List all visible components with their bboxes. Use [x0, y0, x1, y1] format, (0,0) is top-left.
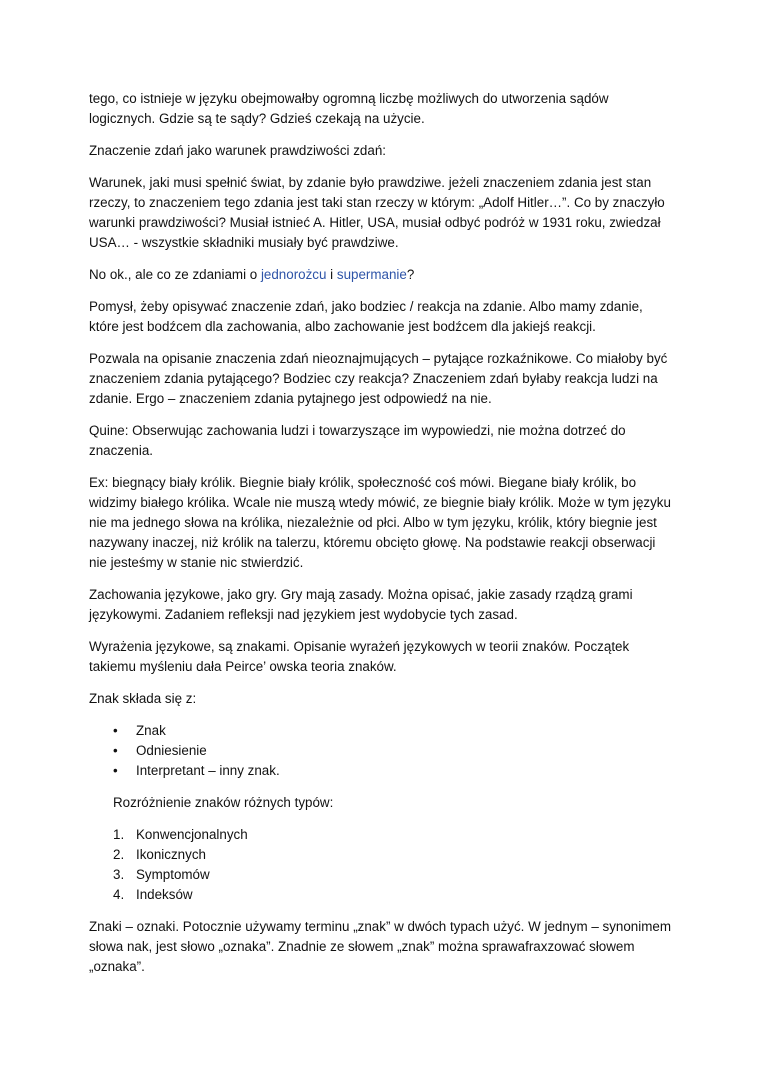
paragraph: Zachowania językowe, jako gry. Gry mają zasady. Można opisać, jakie zasady rządzą grami językowymi. Zadaniem refleksji nad językiem jest wydobycie tych zasad. [89, 587, 633, 622]
list-item-text: Symptomów [136, 867, 210, 882]
paragraph: tego, co istnieje w języku obejmowałby ogromną liczbę możliwych do utworzenia sądów logicznych. Gdzie są te sądy? Gdzieś czekają na użycie. [89, 91, 609, 126]
list-number: 2. [113, 847, 125, 862]
link-jednorozcu[interactable]: jednorożcu [260, 267, 327, 282]
bullet-list [89, 721, 674, 781]
list-number: 1. [113, 827, 125, 842]
paragraph: Pomysł, żeby opisywać znaczenie zdań, jako bodziec / reakcja na zdanie. Albo mamy zdanie, które jest bodźcem dla zachowania, albo zachowanie jest bodźcem dla jakiejś reakcji. [89, 299, 643, 334]
paragraph: Pozwala na opisanie znaczenia zdań nieoznajmujących – pytające rozkaźnikowe. Co miałoby być znaczeniem zdania pytającego? Bodziec czy reakcja? Znaczeniem zdań byłaby reakcja ludzi na zdanie. Ergo – znaczeniem zdania pytajnego jest odpowiedź na nie. [89, 351, 668, 406]
list-item [89, 845, 674, 865]
paragraph: Wyrażenia językowe, są znakami. Opisanie wyrażeń językowych w teorii znaków. Początek takiemu myśleniu dała Peirce’ owska teoria znaków. [89, 639, 630, 674]
paragraph-indented: Rozróżnienie znaków różnych typów: [113, 795, 334, 810]
list-item-text: Interpretant – inny znak. [136, 763, 280, 778]
paragraph: Znaki – oznaki. Potocznie używamy terminu „znak” w dwóch typach użyć. W jednym – synonimem słowa nak, jest słowo „oznaka”. Znadnie ze słowem „znak” można sprawafraxzować słowem „oznaka”. [89, 919, 671, 974]
paragraph: Znaczenie zdań jako warunek prawdziwości zdań: [89, 143, 386, 158]
list-item-text: Konwencjonalnych [136, 827, 248, 842]
paragraph: Quine: Obserwując zachowania ludzi i towarzyszące im wypowiedzi, nie można dotrzeć do znaczenia. [89, 423, 626, 458]
list-item [89, 825, 674, 845]
list-item [89, 741, 674, 761]
list-item [89, 721, 674, 741]
text-run: No ok., ale co ze zdaniami o [89, 267, 261, 282]
list-number: 4. [113, 887, 125, 902]
document-page [89, 89, 674, 989]
bullet-icon: • [113, 743, 118, 758]
list-item-text: Odniesienie [136, 743, 207, 758]
list-item-text: Znak [136, 723, 166, 738]
list-item [89, 885, 674, 905]
list-item [89, 865, 674, 885]
bullet-icon: • [113, 723, 118, 738]
paragraph: Warunek, jaki musi spełnić świat, by zdanie było prawdziwe. jeżeli znaczeniem zdania jest stan rzeczy, to znaczeniem tego zdania jest taki stan rzeczy w którym: „Adolf Hitler…”. Co by znaczyło warunki prawdziwości? Musiał istnieć A. Hitler, USA, musiał odbyć podróż w 1931 roku, zwiedzał USA… - wszystkie składniki musiały być prawdziwe. [89, 175, 665, 250]
text-run: i [326, 267, 337, 282]
bullet-icon: • [113, 763, 118, 778]
list-item-text: Ikonicznych [136, 847, 206, 862]
numbered-list [89, 825, 674, 905]
paragraph: Znak składa się z: [89, 691, 197, 706]
paragraph-with-links [89, 265, 674, 285]
paragraph: Ex: biegnący biały królik. Biegnie biały królik, społeczność coś mówi. Biegane biały królik, bo widzimy białego królika. Wcale nie muszą wtedy mówić, ze biegnie biały królik. Może w tym języku nie ma jednego słowa na królika, niezależnie od płci. Albo w tym języku, królik, który biegnie jest nazywany inaczej, niż królik na talerzu, któremu obcięto głowę. Na podstawie reakcji obserwacji nie jesteśmy w stanie nic stwierdzić. [89, 475, 671, 570]
list-item-text: Indeksów [136, 887, 193, 902]
text-run: ? [406, 267, 415, 282]
list-item [89, 761, 674, 781]
list-number: 3. [113, 867, 125, 882]
link-supermanie[interactable]: supermanie [336, 267, 407, 282]
